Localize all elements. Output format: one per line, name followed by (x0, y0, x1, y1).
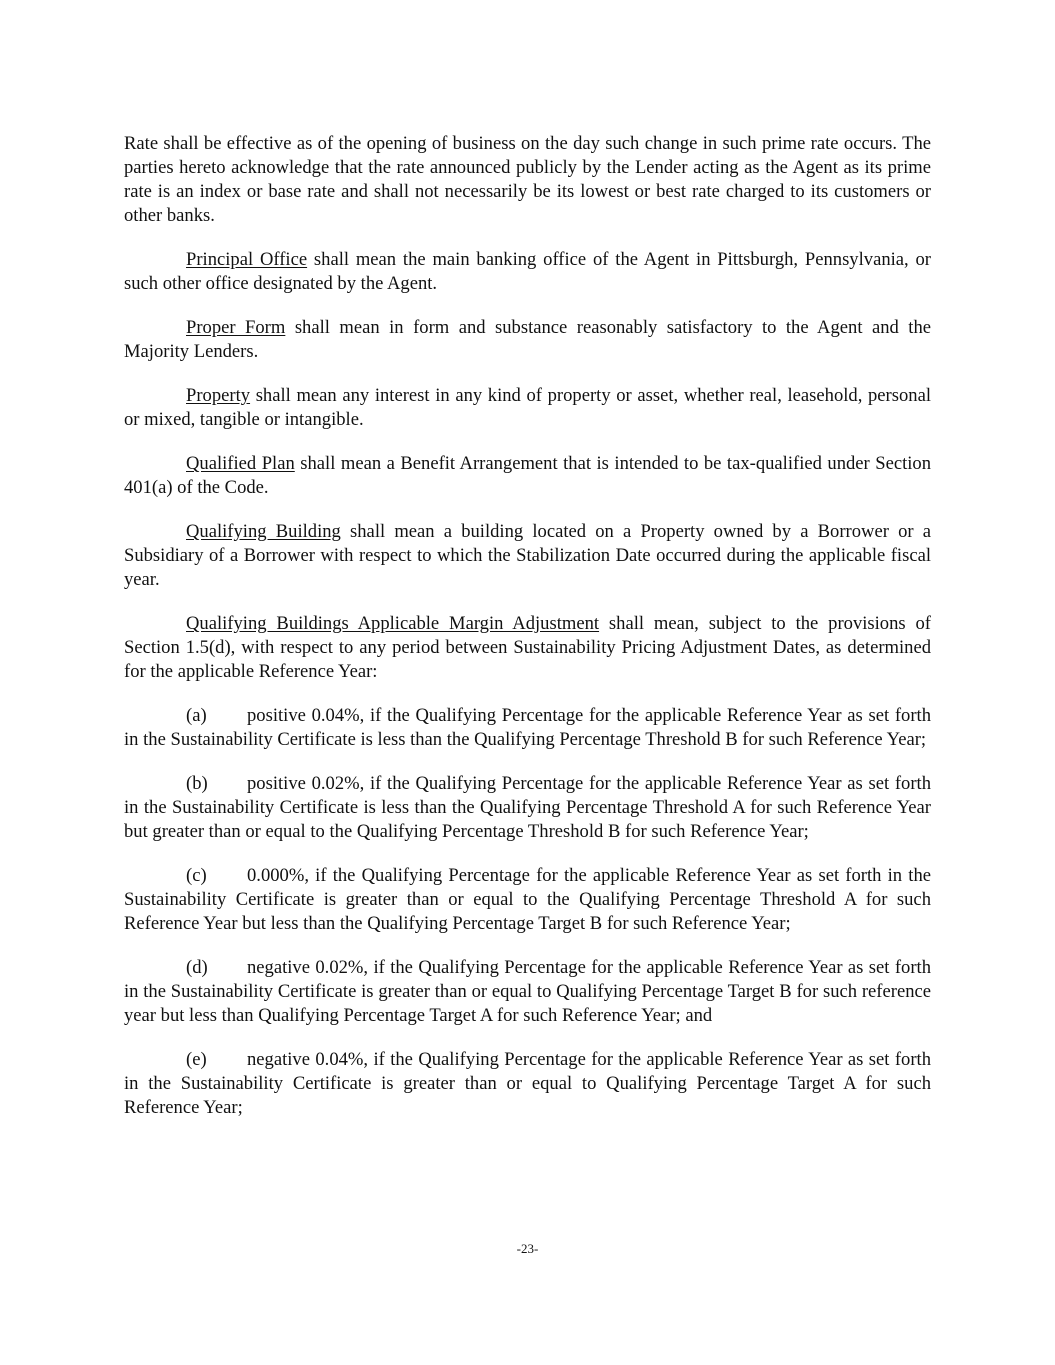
clause-label: (b) (186, 773, 208, 794)
definition-text: shall mean, subject to the provisions of Section 1.5(d), with respect to any period between Sustainability Pricing Adjustment Dates, as determined for the applicable Reference Year: (124, 613, 931, 682)
clause-text: negative 0.02%, if the Qualifying Percentage for the applicable Reference Year as set forth in the Sustainability Certificate is greater than or equal to Qualifying Percentage Target B for such reference year but less than Qualifying Percentage Target A for such Reference Year; and (124, 957, 931, 1026)
definition-property (124, 384, 931, 432)
clause-label: (e) (186, 1049, 207, 1070)
definition-qualifying-buildings-applicable-margin-adjustment (124, 612, 931, 684)
definition-text: shall mean the main banking office of the Agent in Pittsburgh, Pennsylvania, or such other office designated by the Agent. (124, 249, 931, 294)
clause-e (124, 1048, 931, 1120)
page-number: -23- (516, 1241, 539, 1256)
defined-term: Qualifying Buildings Applicable Margin Adjustment (186, 613, 600, 634)
clause-text: positive 0.04%, if the Qualifying Percentage for the applicable Reference Year as set forth in the Sustainability Certificate is less than the Qualifying Percentage Threshold B for such Reference Year; (124, 705, 931, 750)
clause-label: (d) (186, 957, 208, 978)
clause-c (124, 864, 931, 936)
defined-term: Property (186, 385, 251, 406)
clause-a (124, 704, 931, 752)
document-body (124, 132, 931, 1140)
definition-qualifying-building (124, 520, 931, 592)
defined-term: Proper Form (186, 317, 286, 338)
definition-qualified-plan (124, 452, 931, 500)
defined-term: Principal Office (186, 249, 308, 270)
definition-proper-form (124, 316, 931, 364)
clause-text: 0.000%, if the Qualifying Percentage for the applicable Reference Year as set forth in the Sustainability Certificate is greater than or equal to the Qualifying Percentage Threshold A for such Reference Year but less than the Qualifying Percentage Target B for such Reference Year; (124, 865, 931, 934)
clause-b (124, 772, 931, 844)
clause-label: (a) (186, 705, 207, 726)
definition-text: shall mean a building located on a Property owned by a Borrower or a Subsidiary of a Borrower with respect to which the Stabilization Date occurred during the applicable fiscal year. (124, 521, 932, 590)
definition-principal-office (124, 248, 931, 296)
defined-term: Qualified Plan (186, 453, 295, 474)
clause-label: (c) (186, 865, 207, 886)
definition-text: shall mean any interest in any kind of property or asset, whether real, leasehold, personal or mixed, tangible or intangible. (124, 385, 931, 430)
continuation-paragraph: Rate shall be effective as of the opening of business on the day such change in such prime rate occurs. The parties hereto acknowledge that the rate announced publicly by the Lender acting as the Agent as its prime rate is an index or base rate and shall not necessarily be its lowest or best rate charged to its customers or other banks. (124, 133, 931, 226)
defined-term: Qualifying Building (186, 521, 341, 542)
definition-text: shall mean a Benefit Arrangement that is intended to be tax-qualified under Section 401(a) of the Code. (124, 453, 931, 498)
definition-text: shall mean in form and substance reasonably satisfactory to the Agent and the Majority Lenders. (124, 317, 932, 362)
clause-text: negative 0.04%, if the Qualifying Percentage for the applicable Reference Year as set forth in the Sustainability Certificate is greater than or equal to Qualifying Percentage Target A for such Reference Year; (124, 1049, 931, 1118)
clause-d (124, 956, 931, 1028)
clause-text: positive 0.02%, if the Qualifying Percentage for the applicable Reference Year as set forth in the Sustainability Certificate is less than the Qualifying Percentage Threshold A for such Reference Year but greater than or equal to the Qualifying Percentage Threshold B for such Reference Year; (124, 773, 931, 842)
